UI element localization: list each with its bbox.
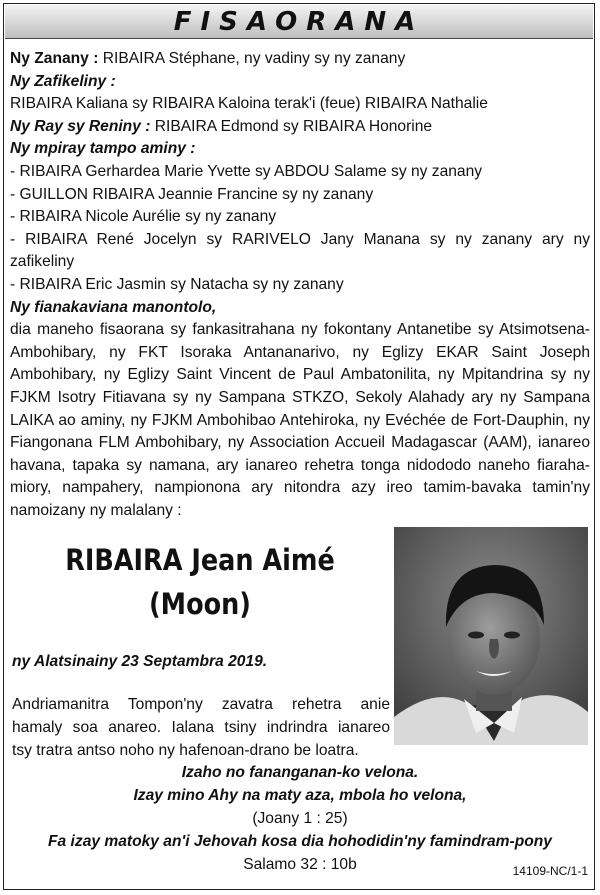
zanany-label: Ny Zanany : [10, 50, 99, 67]
fianakaviana-label: Ny fianakaviana manontolo, [10, 298, 217, 316]
thanks-line: Andriamanitra Tompon'ny zavatra rehetra anie [12, 696, 390, 713]
page-title: FISAORANA [173, 7, 425, 37]
deceased-name-block [33, 538, 367, 626]
ray-reniny-line [10, 116, 590, 139]
list-item: - RIBAIRA René Jocelyn sy RARIVELO Jany Manana sy ny zanany ary ny zafikeliny [10, 230, 590, 271]
header-banner [5, 5, 593, 39]
verse-line: Izay mino Ahy na maty aza, mbola ho velona, [133, 787, 467, 804]
thanks-paragraph [12, 693, 390, 762]
notice-body [10, 48, 590, 522]
list-item: - RIBAIRA Gerhardea Marie Yvette sy ABDOU Salame sy ny zanany [10, 162, 483, 180]
list-item: - GUILLON RIBAIRA Jeannie Francine sy ny zanany [10, 185, 374, 203]
deceased-name: RIBAIRA Jean Aimé [65, 543, 335, 577]
zafikeliny-label: Ny Zafikeliny : [10, 72, 116, 90]
thanks-line: hamaly soa anareo. Ialana tsiny indrindra ianareo [12, 719, 390, 736]
verse-reference: Salamo 32 : 10b [243, 856, 357, 873]
list-item: - RIBAIRA Eric Jasmin sy Natacha sy ny zanany [10, 275, 344, 293]
deceased-nickname: (Moon) [149, 587, 251, 621]
list-item: - RIBAIRA Nicole Aurélie sy ny zanany [10, 208, 277, 226]
zanany-text: RIBAIRA Stéphane, ny vadiny sy ny zanany [102, 50, 406, 67]
thanks-line: tsy tratra antso noho ny hafenoan-drano be loatra. [12, 742, 359, 759]
deceased-photo [394, 527, 588, 745]
verse-line: Fa izay matoky an'i Jehovah kosa dia hohodidin'ny famindram-pony [48, 833, 552, 850]
ray-reniny-text: RIBAIRA Edmond sy RIBAIRA Honorine [154, 117, 433, 135]
reference-code: 14109-NC/1-1 [512, 864, 588, 878]
zanany-line [10, 48, 590, 71]
tampo-label: Ny mpiray tampo aminy : [10, 140, 196, 158]
fianakaviana-text: dia maneho fisaorana sy fankasitrahana ny fokontany Antanetibe sy Atsimotsena- Ambohibary, ny FKT Isoraka Antananarivo, ny Eglizy EKAR Saint Joseph Ambohibary, ny Eglizy Saint Vincent de Paul Ambatonilita, ny Mpitandrina sy ny FJKM Isotry Fitiavana sy ny Sampana STKZO, Sekoly Alahady ary ny Sampana LAIKA ao aminy, ny FJKM Ambohibao Antehiroka, ny Evéchée de Fort-Dauphin, ny Fiangonana FLM Ambohibary, ny Association Accueil Madagascar (AAM), ianareo havana, tapaka sy namana, ary ianareo rehetra tonga nidododo naneho fiaraha-miory, nampahery, nampionona ary nitondra azy ireo tamim-bavaka tamin'ny namoizany ny malalany : [10, 321, 590, 519]
zafikeliny-text: RIBAIRA Kaliana sy RIBAIRA Kaloina terak'i (feue) RIBAIRA Nathalie [10, 95, 488, 113]
ray-reniny-label: Ny Ray sy Reniny : [10, 117, 151, 135]
verse-line: Izaho no fananganan-ko velona. [181, 764, 419, 781]
death-date: ny Alatsinainy 23 Septambra 2019. [12, 653, 268, 670]
portrait-illustration [394, 527, 588, 745]
verse-reference: (Joany 1 : 25) [252, 810, 348, 827]
closing-verses [10, 761, 590, 876]
